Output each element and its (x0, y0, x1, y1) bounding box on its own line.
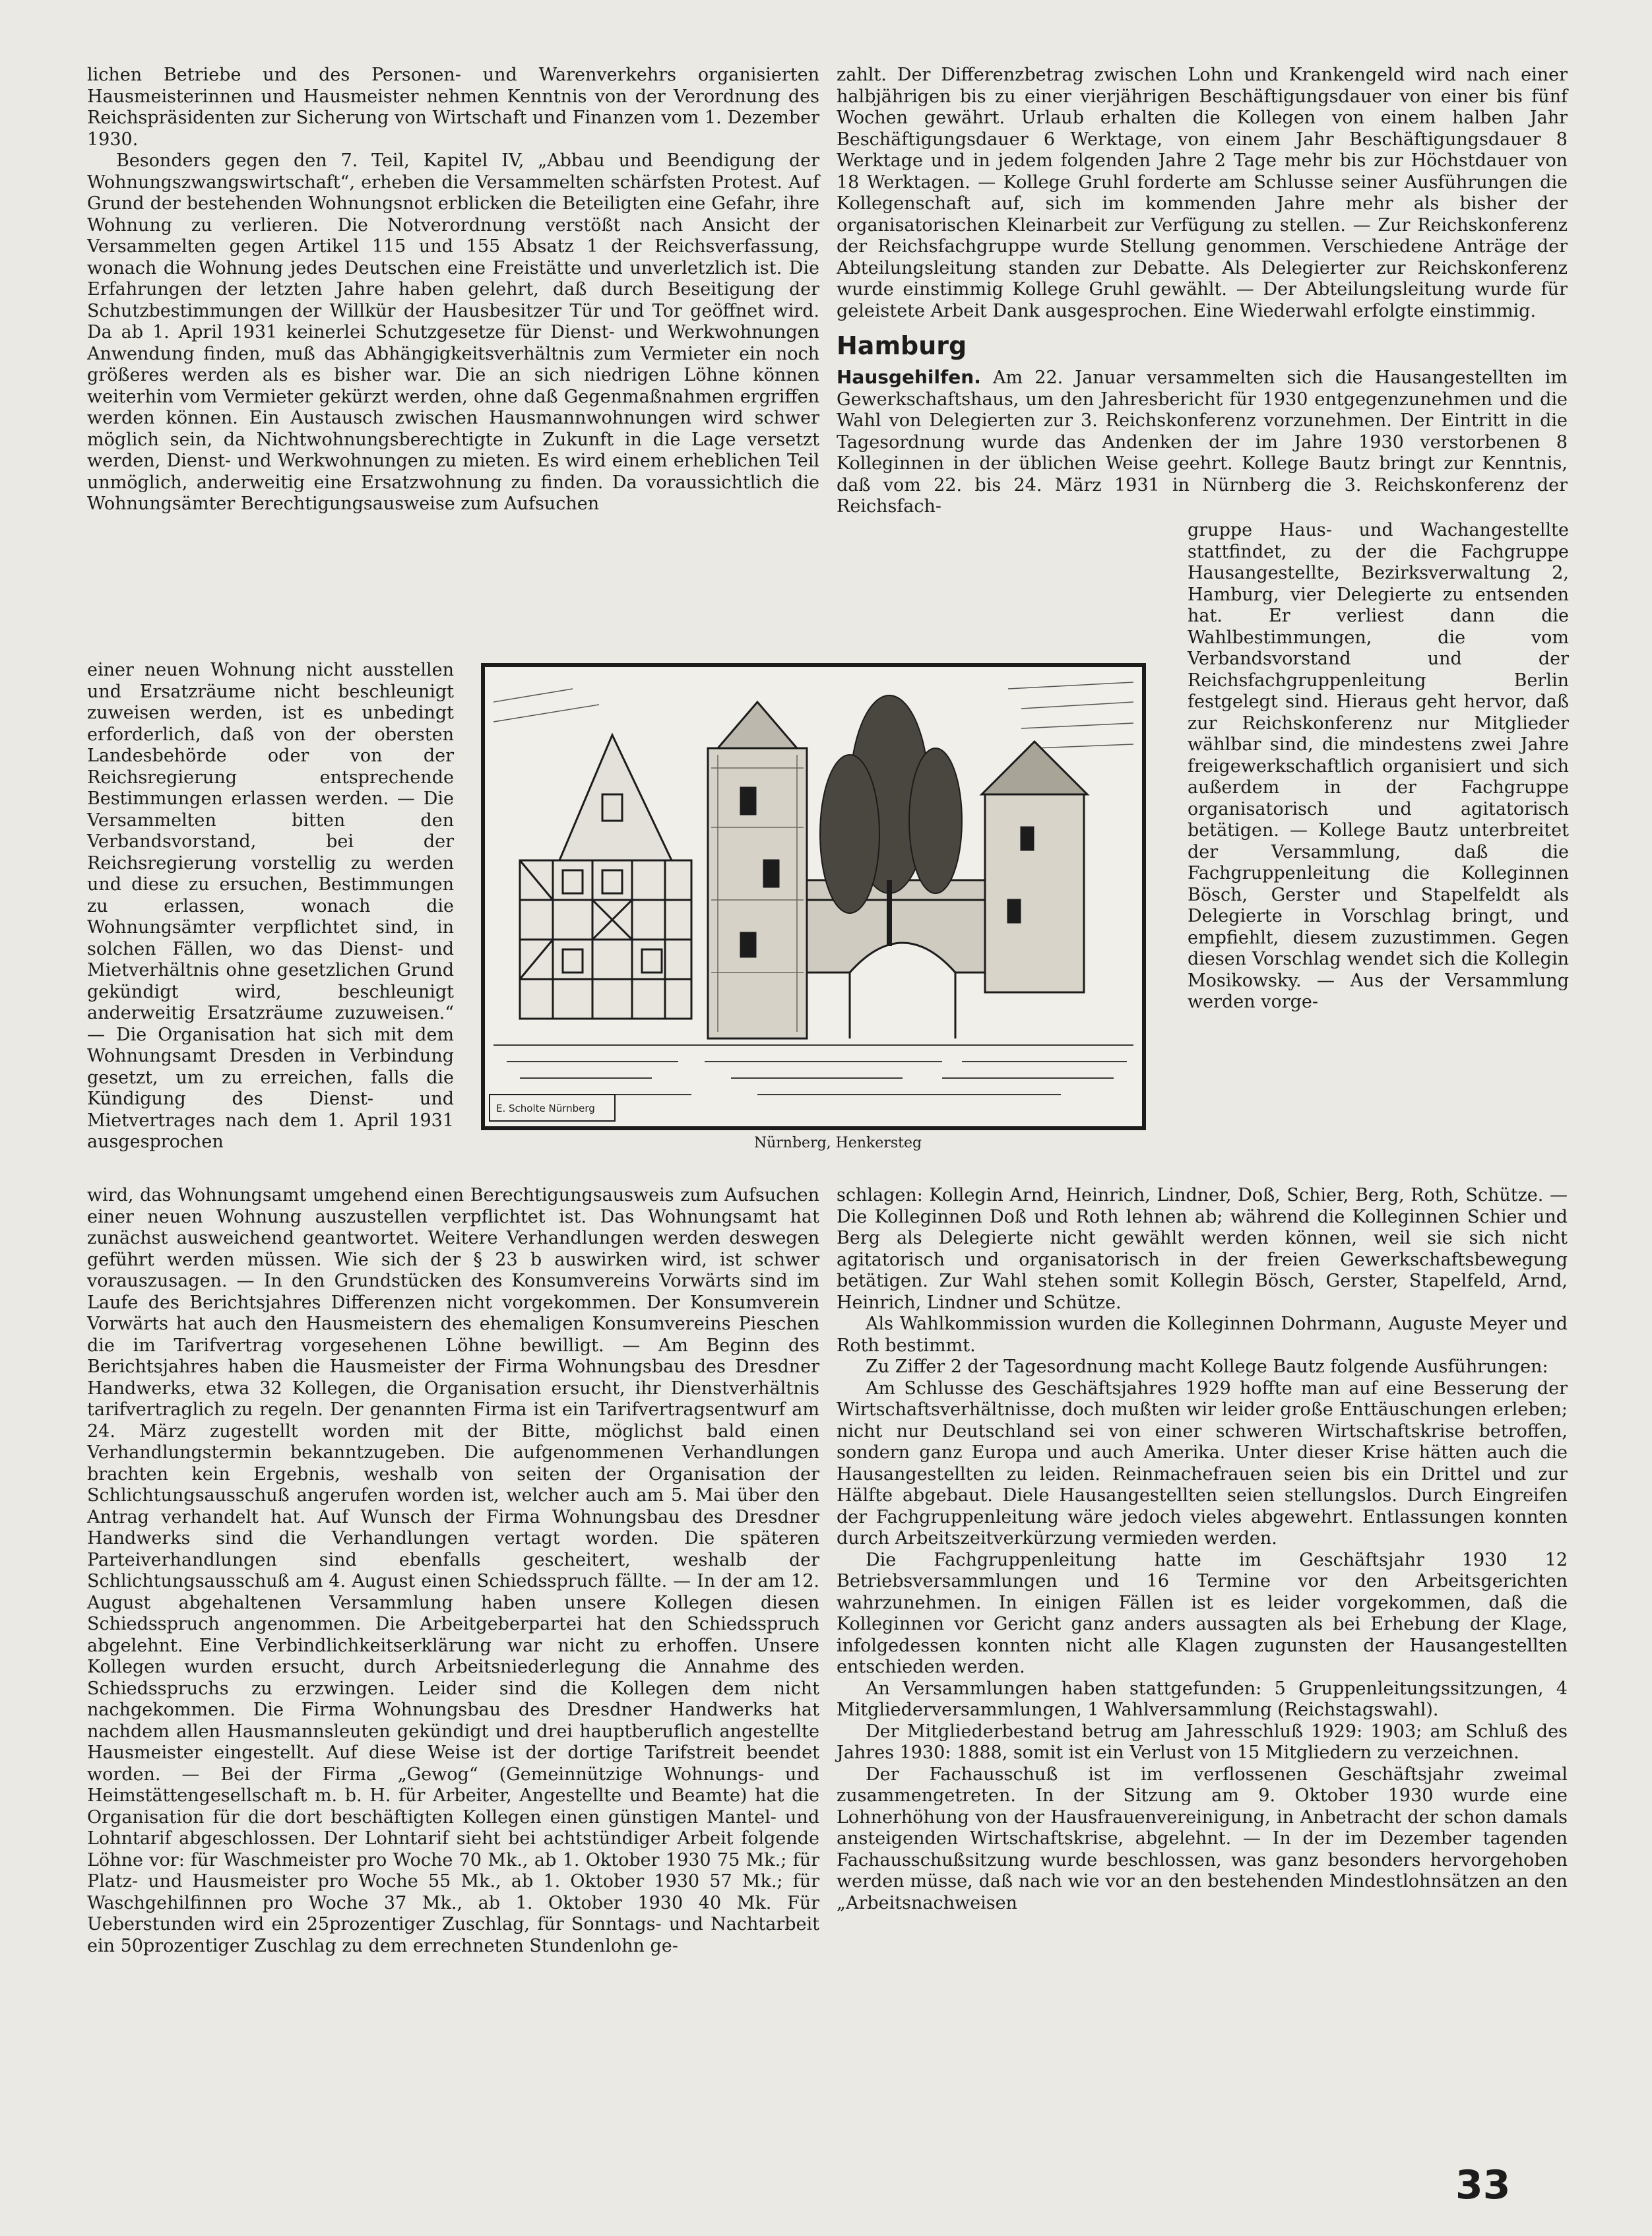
paragraph: schlagen: Kollegin Arnd, Heinrich, Lindner, Doß, Schier, Berg, Roth, Schütze. — Die Kolleginnen Doß und Roth lehnen ab; während die Kolleginnen Schier und Berg als Delegierte nicht gewählt werden können, weil sie sich nicht agitatorisch und organisatorisch in der freien Gewerkschaftsbewegung betätigen. Zur Wahl stehen somit Kollegin Bösch, Gerster, Stapelfeld, Arnd, Heinrich, Lindner und Schütze. (837, 1185, 1568, 1313)
paragraph: zahlt. Der Differenzbetrag zwischen Lohn und Krankengeld wird nach einer halbjährigen bis zu einer vierjährigen Beschäftigungsdauer von einer bis fünf Wochen gewährt. Urlaub erhalten die Kollegen von einem halben Jahr Beschäftigungsdauer 6 Werktage, von einem Jahr Beschäftigungsdauer 8 Werktage und in jedem folgenden Jahre 2 Tage mehr bis zur Höchstdauer von 18 Werktagen. — Kollege Gruhl forderte am Schlusse seiner Ausführungen die Kollegenschaft auf, sich im kommenden Jahre mehr als bisher der organisatorischen Kleinarbeit zur Verfügung zu stellen. — Zur Reichskonferenz der Reichsfachgruppe wurde Stellung genommen. Verschiedene Anträge der Abteilungsleitung standen zur Debatte. Als Delegierter zur Reichskonferenz wurde einstimmig Kollege Gruhl gewählt. — Der Abteilungsleitung wurde für geleistete Arbeit Dank ausgesprochen. Eine Wiederwahl erfolgte einstimmig. (837, 65, 1568, 321)
illustration-signature: E. Scholte Nürnberg (496, 1102, 595, 1114)
paragraph: einer neuen Wohnung nicht ausstellen und Ersatzräume nicht beschleunigt zuweisen werden, ist es unbedingt erforderlich, daß von der obersten Landesbehörde oder von der Reichsregierung entsprechende Bestimmungen erlassen werden. — Die Versammelten bitten den Verbandsvorstand, bei der Reichsregierung vorstellig zu werden und diese zu ersuchen, Bestimmungen zu erlassen, wonach die Wohnungsämter verpflichtet sind, in solchen Fällen, wo das Dienst- und Mietverhältnis ohne gesetzlichen Grund gekündigt wird, beschleunigt anderweitig Ersatzräume zuzuweisen.“ — Die Organisation hat sich mit dem Wohnungsamt Dresden in Verbindung gesetzt, um zu erreichen, falls die Kündigung des Dienst- und Mietvertrages nach dem 1. April 1931 ausgesprochen (87, 660, 454, 1152)
paragraph: Am Schlusse des Geschäftsjahres 1929 hoffte man auf eine Besserung der Wirtschaftsverhältnisse, doch mußten wir leider große Enttäuschungen erleben; nicht nur Deutschland sei von einer schweren Wirtschaftskrise betroffen, sondern ganz Europa und auch Amerika. Unter dieser Krise hätten auch die Hausangestellten zu leiden. Reinmachefrauen seien bis ein Drittel und zur Hälfte abgebaut. Diele Hausangestellten seien stellungslos. Durch Eingreifen der Fachgruppenleitung wäre jedoch vieles abgewehrt. Entlassungen konnten durch Arbeitszeitverkürzung vermieden werden. (837, 1378, 1568, 1549)
paragraph: Zu Ziffer 2 der Tagesordnung macht Kollege Bautz folgende Ausführungen: (866, 1357, 1548, 1377)
henkersteg-drawing (480, 662, 1147, 1131)
paragraph: Als Wahlkommission wurden die Kolleginnen Dohrmann, Auguste Meyer und Roth bestimmt. (837, 1314, 1568, 1356)
paragraph: lichen Betriebe und des Personen- und Warenverkehrs organisierten Hausmeisterinnen und Hausmeister nehmen Kenntnis von der Verordnung des Reichspräsidenten zur Sicherung von Wirtschaft und Finanzen vom 1. Dezember 1930. (87, 65, 819, 150)
paragraph: Die Fachgruppenleitung hatte im Geschäftsjahr 1930 12 Betriebsversammlungen und 16 Termine vor den Arbeitsgerichten wahrzunehmen. In einigen Fällen ist es leider vorgekommen, daß die Kolleginnen vor Gericht ganz anders aussagten als bei Erhebung der Klage, infolgedessen konnten nicht alle Klagen zugunsten der Hausangestellten entschieden werden. (837, 1549, 1568, 1677)
section-heading-hamburg: Hamburg (837, 331, 967, 360)
left-column-wrap (87, 660, 454, 1153)
left-column-bottom (87, 1185, 819, 1957)
page-number: 33 (1455, 2162, 1511, 2208)
paragraph: Der Fachausschuß ist im verflossenen Geschäftsjahr zweimal zusammengetreten. In der Sitzung am 9. Oktober 1930 wurde eine Lohnerhöhung von der Hausfrauenvereinigung, in Anbetracht der schon damals ansteigenden Wirtschaftskrise, abgelehnt. — In der im Dezember tagenden Fachausschußsitzung wurde beschlossen, was ganz besonders hervorgehoben werden müsse, daß nach wie vor an den bestehenden Mindestlohnsätzen an den „Arbeitsnachweisen (837, 1764, 1568, 1913)
paragraph: Besonders gegen den 7. Teil, Kapitel IV, „Abbau und Beendigung der Wohnungszwangswirtschaft“, erheben die Versammelten schärfsten Protest. Auf Grund der bestehenden Wohnungsnot erblicken die Beteiligten eine Gefahr, ihre Wohnung zu verlieren. Die Notverordnung verstößt nach Ansicht der Versammelten gegen Artikel 115 und 155 Absatz 1 der Reichsverfassung, wonach die Wohnung jedes Deutschen eine Freistätte und unverletzlich ist. Die Erfahrungen der letzten Jahre haben gelehrt, daß durch Beseitigung der Schutzbestimmungen der Willkür der Hausbesitzer Tür und Tor geöffnet wird. Da ab 1. April 1931 keinerlei Schutzgesetze für Dienst- und Werkwohnungen Anwendung finden, muß das Abhängigkeitsverhältnis zum Vermieter ein noch größeres werden als es bisher war. Die an sich niedrigen Löhne können weiterhin vom Vermieter gekürzt werden, ohne daß Gegenmaßnahmen ergriffen werden können. Ein Austausch zwischen Hausmannwohnungen wird schwer möglich sein, da Nichtwohnungsberechtigte in Zukunft in die Lage versetzt werden, Dienst- und Werkwohnungen zu mieten. Es wird einem erheblichen Teil unmöglich, anderweitig eine Ersatzwohnung zu finden. Da voraussichtlich die Wohnungsämter Berechtigungsausweise zum Aufsuchen (87, 150, 819, 514)
section-intro-text: Am 22. Januar versammelten sich die Hausangestellten im Gewerkschaftshaus, um den Jahresbericht für 1930 entgegenzunehmen und die Wahl von Delegierten zur 3. Reichskonferenz vorzunehmen. Der Eintritt in die Tagesordnung wurde das Andenken der im Jahre 1930 verstorbenen 8 Kolleginnen in der üblichen Weise geehrt. Kollege Bautz bringt zur Kenntnis, daß vom 22. bis 24. März 1931 in Nürnberg die 3. Reichskonferenz der Reichsfach- (837, 367, 1568, 517)
illustration-nuernberg-henkersteg (480, 662, 1147, 1161)
section-intro (837, 367, 1568, 518)
section-subheading: Hausgehilfen. (837, 366, 981, 388)
figure-caption: Nürnberg, Henkersteg (753, 1135, 922, 1151)
right-column-wrap (1188, 520, 1569, 1013)
paragraph: gruppe Haus- und Wachangestellte stattfindet, zu der die Fachgruppe Hausangestellte, Bezirksverwaltung 2, Hamburg, vier Delegierte zu entsenden hat. Er verliest dann die Wahlbestimmungen, die vom Verbandsvorstand und der Reichsfachgruppenleitung Berlin festgelegt sind. Hieraus geht hervor, daß zur Reichskonferenz nur Mitglieder wählbar sind, die mindestens zwei Jahre freigewerkschaftlich organisiert und sich außerdem in der Fachgruppe organisatorisch und agitatorisch betätigen. — Kollege Bautz unterbreitet der Versammlung, daß die Fachgruppenleitung die Kolleginnen Bösch, Gerster und Stapelfeldt als Delegierte in Vorschlag bringt, und empfiehlt, diesem zuzustimmen. Gegen diesen Vorschlag wendet sich die Kollegin Mosikowsky. — Aus der Versammlung werden vorge- (1188, 520, 1569, 1012)
paragraph: wird, das Wohnungsamt umgehend einen Berechtigungsausweis zum Aufsuchen einer neuen Wohnung auszustellen verpflichtet ist. Das Wohnungsamt hat zunächst ausweichend geantwortet. Weitere Verhandlungen werden deswegen geführt werden müssen. Wie sich der § 23 b auswirken wird, ist schwer vorauszusagen. — In den Grundstücken des Konsumvereins Vorwärts sind im Laufe des Berichtsjahres Differenzen nicht vorgekommen. Der Konsumverein Vorwärts hat auch den Hausmeistern des ehemaligen Konsumvereins Pieschen die im Tarifvertrag vorgesehenen Löhne bewilligt. — Am Beginn des Berichtsjahres haben die Hausmeister der Firma Wohnungsbau des Dresdner Handwerks, etwa 32 Kollegen, die Organisation ersucht, ihr Dienstverhältnis tarifvertraglich zu regeln. Der genannten Firma ist ein Tarifvertragsentwurf am 24. März zugestellt worden mit der Bitte, möglichst bald einen Verhandlungstermin bekanntzugeben. Die aufgenommenen Verhandlungen brachten kein Ergebnis, weshalb von seiten der Organisation der Schlichtungsausschuß angerufen worden ist, welcher auch am 5. Mai über den Antrag verhandelt hat. Auf Wunsch der Firma Wohnungsbau des Dresdner Handwerks sind die Verhandlungen vertagt worden. Die späteren Parteiverhandlungen sind ebenfalls gescheitert, weshalb der Schlichtungsausschuß am 4. August einen Schiedsspruch fällte. — In der am 12. August abgehaltenen Versammlung haben unsere Kollegen diesen Schiedsspruch angenommen. Die Arbeitgeberpartei hat den Schiedsspruch abgelehnt. Eine Verbindlichkeitserklärung war nicht zu erhoffen. Unsere Kollegen wurden ersucht, durch Arbeitsniederlegung die Annahme des Schiedsspruchs zu erzwingen. Leider sind die Kollegen dem nicht nachgekommen. Die Firma Wohnungsbau des Dresdner Handwerks hat nachdem allen Hausmannsleuten gekündigt und drei hauptberuflich angestellte Hausmeister eingestellt. Auf diese Weise ist der dortige Tarifstreit beendet worden. — Bei der Firma „Gewog“ (Gemeinnützige Wohnungs- und Heimstättengesellschaft m. b. H. für Arbeiter, Angestellte und Beamte) hat die Organisation für die dort beschäftigten Kollegen einen günstigen Mantel- und Lohntarif abgeschlossen. Der Lohntarif sieht bei achtstündiger Arbeit folgende Löhne vor: für Waschmeister pro Woche 70 Mk., ab 1. Oktober 1930 75 Mk.; für Platz- und Hausmeister pro Woche 55 Mk., ab 1. Oktober 1930 57 Mk.; für Waschgehilfinnen pro Woche 37 Mk., ab 1. Oktober 1930 40 Mk. Für Ueberstunden wird ein 25prozentiger Zuschlag, für Sonntags- und Nachtarbeit ein 50prozentiger Zuschlag zu dem errechneten Stundenlohn ge- (87, 1185, 819, 1956)
paragraph: An Versammlungen haben stattgefunden: 5 Gruppenleitungssitzungen, 4 Mitgliederversammlungen, 1 Wahlversammlung (Reichstagswahl). (837, 1678, 1568, 1720)
right-column-bottom (837, 1185, 1568, 1914)
right-column-top (837, 65, 1568, 518)
left-column-top (87, 65, 819, 515)
paragraph: Der Mitgliederbestand betrug am Jahresschluß 1929: 1903; am Schluß des Jahres 1930: 1888, somit ist ein Verlust von 15 Mitgliedern zu verzeichnen. (837, 1721, 1568, 1763)
